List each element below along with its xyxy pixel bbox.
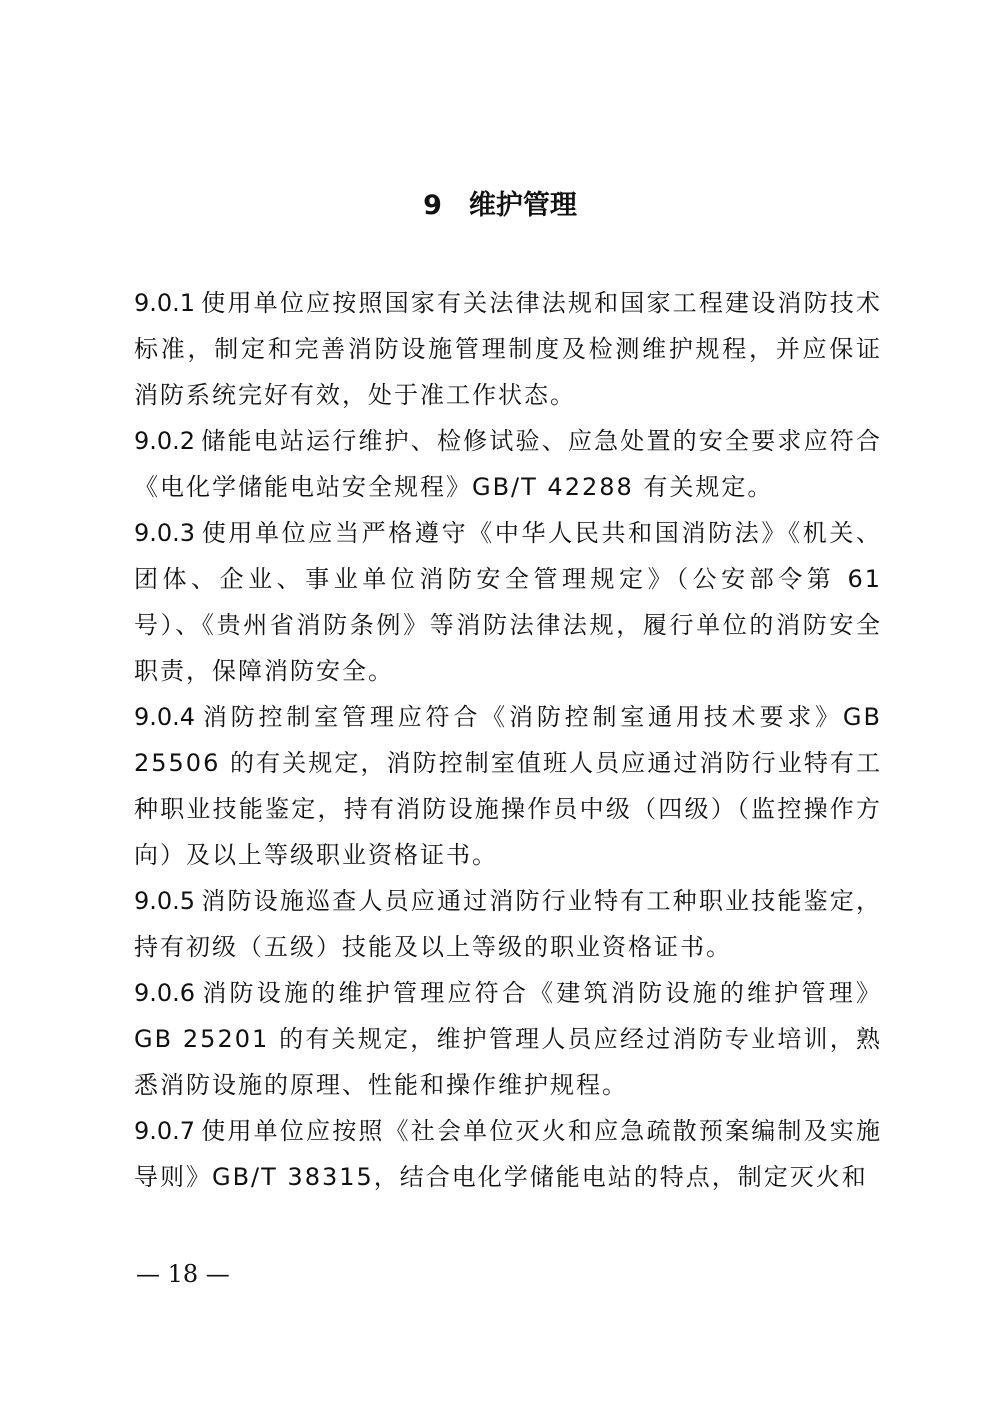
clause-text: 消防设施巡查人员应通过消防行业特有工种职业技能鉴定，持有初级（五级）技能及以上等级的职业资格证书。 [134,887,882,961]
clause-number: 9.0.3 [134,519,196,547]
clause-text: 使用单位应按照国家有关法律法规和国家工程建设消防技术标准，制定和完善消防设施管理制度及检测维护规程，并应保证消防系统完好有效，处于准工作状态。 [134,289,882,409]
clause-number: 9.0.7 [134,1117,196,1145]
clause-text: 使用单位应当严格遵守《中华人民共和国消防法》《机关、团体、企业、事业单位消防安全管理规定》（公安部令第 61 号）、《贵州省消防条例》等消防法律法规，履行单位的消防安全职责，保障消防安全。 [134,519,882,685]
clause-9-0-5 [134,878,882,970]
clause-text: 消防设施的维护管理应符合《建筑消防设施的维护管理》GB 25201 的有关规定，维护管理人员应经过消防专业培训，熟悉消防设施的原理、性能和操作维护规程。 [134,979,882,1099]
clause-text: 储能电站运行维护、检修试验、应急处置的安全要求应符合《电化学储能电站安全规程》GB/T 42288 有关规定。 [134,427,882,501]
clause-9-0-4 [134,694,882,878]
page-number: — 18 — [136,1260,230,1288]
clause-number: 9.0.6 [134,979,196,1007]
clause-number: 9.0.1 [134,289,196,317]
clause-number: 9.0.4 [134,703,196,731]
clause-9-0-2 [134,418,882,510]
clause-text: 使用单位应按照《社会单位灭火和应急疏散预案编制及实施导则》GB/T 38315，结合电化学储能电站的特点，制定灭火和 [134,1117,882,1191]
section-body [134,280,882,1200]
clause-9-0-3 [134,510,882,694]
clause-text: 消防控制室管理应符合《消防控制室通用技术要求》GB 25506 的有关规定，消防控制室值班人员应通过消防行业特有工种职业技能鉴定，持有消防设施操作员中级（四级）（监控操作方向）及以上等级职业资格证书。 [134,703,882,869]
clause-9-0-1 [134,280,882,418]
clause-9-0-7 [134,1108,882,1200]
clause-number: 9.0.2 [134,427,196,455]
clause-number: 9.0.5 [134,887,196,915]
clause-9-0-6 [134,970,882,1108]
section-title: 9 维护管理 [423,190,577,221]
